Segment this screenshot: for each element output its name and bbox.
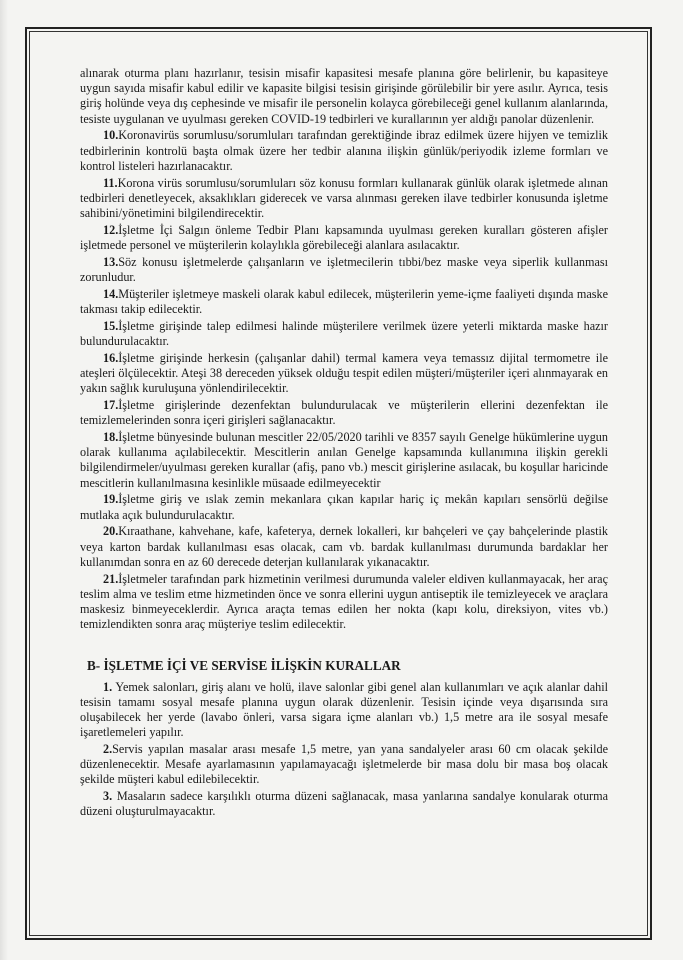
rule-item: [80, 492, 608, 522]
rule-number: 2.: [103, 742, 113, 757]
rules-list-a: [80, 128, 608, 632]
rule-text: İşletmeler tarafından park hizmetinin verilmesi durumunda valeler eldiven kullanmayacak, her araç teslim alma ve teslim etme hizmetinden önce ve sonra ellerini uygun antiseptik ile temizleyecek ve araçlara maskesiz binmeyeceklerdir. Ayrıca araçta temas edilen her nokta (kapı kolu, direksiyon, vites vb.) temizlendikten sonra araç müşteriye teslim edilecektir.: [80, 571, 608, 632]
rule-text: Müşteriler işletmeye maskeli olarak kabul edilecek, müşterilerin yeme-içme faaliyeti dışında maske takması takip edilecektir.: [80, 286, 608, 317]
rule-number: 12.: [103, 222, 119, 237]
rule-text: Korona virüs sorumlusu/sorumluları söz konusu formları kullanarak günlük olarak işletmede alınan tedbirleri denetleyecek, aksaklıkları giderecek ve varsa alınması gereken ilave tedbirler konusunda işletme sahibini/yönetimini bilgilendirecektir.: [80, 175, 608, 221]
rule-text: İşletme İçi Salgın önleme Tedbir Planı kapsamında uyulması gereken kuralları gösteren afişler işletmede personel ve müşterilerin kolaylıkla görebileceği alanlara asılacaktır.: [80, 222, 608, 253]
rule-item: [80, 287, 608, 317]
intro-paragraph: alınarak oturma planı hazırlanır, tesisin misafir kapasitesi mesafe planına göre belirlenir, bu kapasiteye uygun sayıda misafir kabul edilir ve kapasite bilgisi tesisin girişinde görülebilir bir yere asılır. Ayrıca, tesis giriş holünde veya dış cephesinde ve misafir ile personelin kolayca görebileceği genel kullanım alanlarında, tesiste uygulanan ve uyulması gereken COVID-19 tedbirleri ve kurallarının yer aldığı panolar düzenlenir.: [80, 66, 608, 126]
rule-item: [80, 398, 608, 428]
rule-number: 21.: [103, 571, 119, 586]
rule-text: İşletme giriş ve ıslak zemin mekanlara çıkan kapılar hariç iç mekân kapıları sensörlü değilse mutlaka açık bulundurulacaktır.: [80, 492, 608, 522]
rule-item: [80, 680, 608, 741]
rule-item: [80, 524, 608, 570]
rule-text: İşletme girişinde talep edilmesi halinde müşterilere verilmek üzere yeterli miktarda maske hazır bulundurulacaktır.: [80, 318, 608, 349]
rule-number: 14.: [103, 286, 119, 301]
rule-text: Söz konusu işletmelerde çalışanların ve işletmecilerin tıbbi/bez maske veya siperlik kullanması zorunludur.: [80, 254, 608, 285]
rule-item: [80, 176, 608, 222]
rule-number: 17.: [103, 398, 119, 413]
section-b-heading: B- İŞLETME İÇİ VE SERVİSE İLİŞKİN KURALLAR: [87, 658, 401, 674]
rule-text: Kıraathane, kahvehane, kafe, kafeterya, dernek lokalleri, kır bahçeleri ve çay bahçelerinde plastik veya karton bardak kullanılması esas olacak, cam vb. bardak kullanılması durumunda bardaklar her kullanımdan sonra en az 60 derecede deterjan kullanılarak yıkanacaktır.: [80, 524, 608, 569]
rule-number: 19.: [103, 492, 119, 507]
rule-item: [80, 430, 608, 491]
rule-text: Koronavirüs sorumlusu/sorumluları tarafından gerektiğinde ibraz edilmek üzere hijyen ve temizlik tedbirlerinin kontrolü başta olmak üzere her tedbir alanına ilişkin günlük/periyodik izleme formları ve kontrol listeleri hazırlanacaktır.: [80, 128, 608, 173]
rule-number: 18.: [103, 430, 119, 445]
rule-number: 10.: [103, 128, 119, 143]
rule-number: 1.: [103, 679, 113, 694]
rule-item: [80, 572, 608, 633]
rule-item: [80, 223, 608, 253]
rule-item: [80, 255, 608, 285]
rule-text: İşletme girişlerinde dezenfektan bulundurulacak ve müşterilerin ellerini dezenfektan ile temizlemelerinden sonra içeri girişleri sağlanacaktır.: [80, 398, 608, 428]
scan-edge-left: [0, 0, 8, 960]
rule-number: 16.: [103, 350, 119, 365]
rule-item: [80, 128, 608, 174]
rule-text: İşletme girişinde herkesin (çalışanlar dahil) termal kamera veya temassız dijital termometre ile ateşleri ölçülecektir. Ateşi 38 dereceden yüksek olduğu tespit edilen müşteri/müşteriler içeri alınmayarak en yakın sağlık kuruluşuna yönlendirilecektir.: [80, 350, 608, 396]
rule-number: 13.: [103, 254, 119, 269]
rule-number: 15.: [103, 318, 119, 333]
rule-item: [80, 789, 608, 819]
rule-number: 11.: [103, 175, 118, 190]
rule-text: Yemek salonları, giriş alanı ve holü, ilave salonlar gibi genel alan kullanımları ve açık alanlar dahil tesisin tamamı sosyal mesafe planına uygun olarak düzenlenir. Tesisin içinde veya dışarısında sıra oluşabilecek her yerde (lavabo önleri, varsa sigara içme alanları vb.) 1,5 metre ara ile sosyal mesafe işaretlemeleri yapılır.: [80, 679, 608, 740]
rules-list-b: [80, 680, 608, 820]
rule-number: 20.: [103, 524, 119, 539]
rule-item: [80, 319, 608, 349]
rule-item: [80, 742, 608, 788]
rule-number: 3.: [103, 789, 113, 804]
rule-item: [80, 351, 608, 397]
document-body: [80, 66, 608, 821]
rule-text: İşletme bünyesinde bulunan mescitler 22/05/2020 tarihli ve 8357 sayılı Genelge hükümlerine uygun olarak kullanıma açılabilecektir. Mescitlerin anılan Genelge kapsamında kullanımına ilişkin gerekli bilgilendirmeler/uyulması gereken kurallar (afiş, pano vb.) mescit girişlerine asılacak, bu koşullar haricinde mescitlerin kullanılmasına kesinlikle müsaade edilmeyecektir: [80, 430, 608, 490]
rule-text: Masaların sadece karşılıklı oturma düzeni sağlanacak, masa yanlarına sandalye konularak oturma düzeni oluşturulmayacaktır.: [80, 789, 608, 819]
rule-text: Servis yapılan masalar arası mesafe 1,5 metre, yan yana sandalyeler arası 60 cm olacak şekilde düzenlenecektir. Mesafe ayarlamasının yapılamayacağı işletmelerde bir masa dolu bir masa boş olacak şekilde müşteri kabul edilebilecektir.: [80, 742, 608, 787]
